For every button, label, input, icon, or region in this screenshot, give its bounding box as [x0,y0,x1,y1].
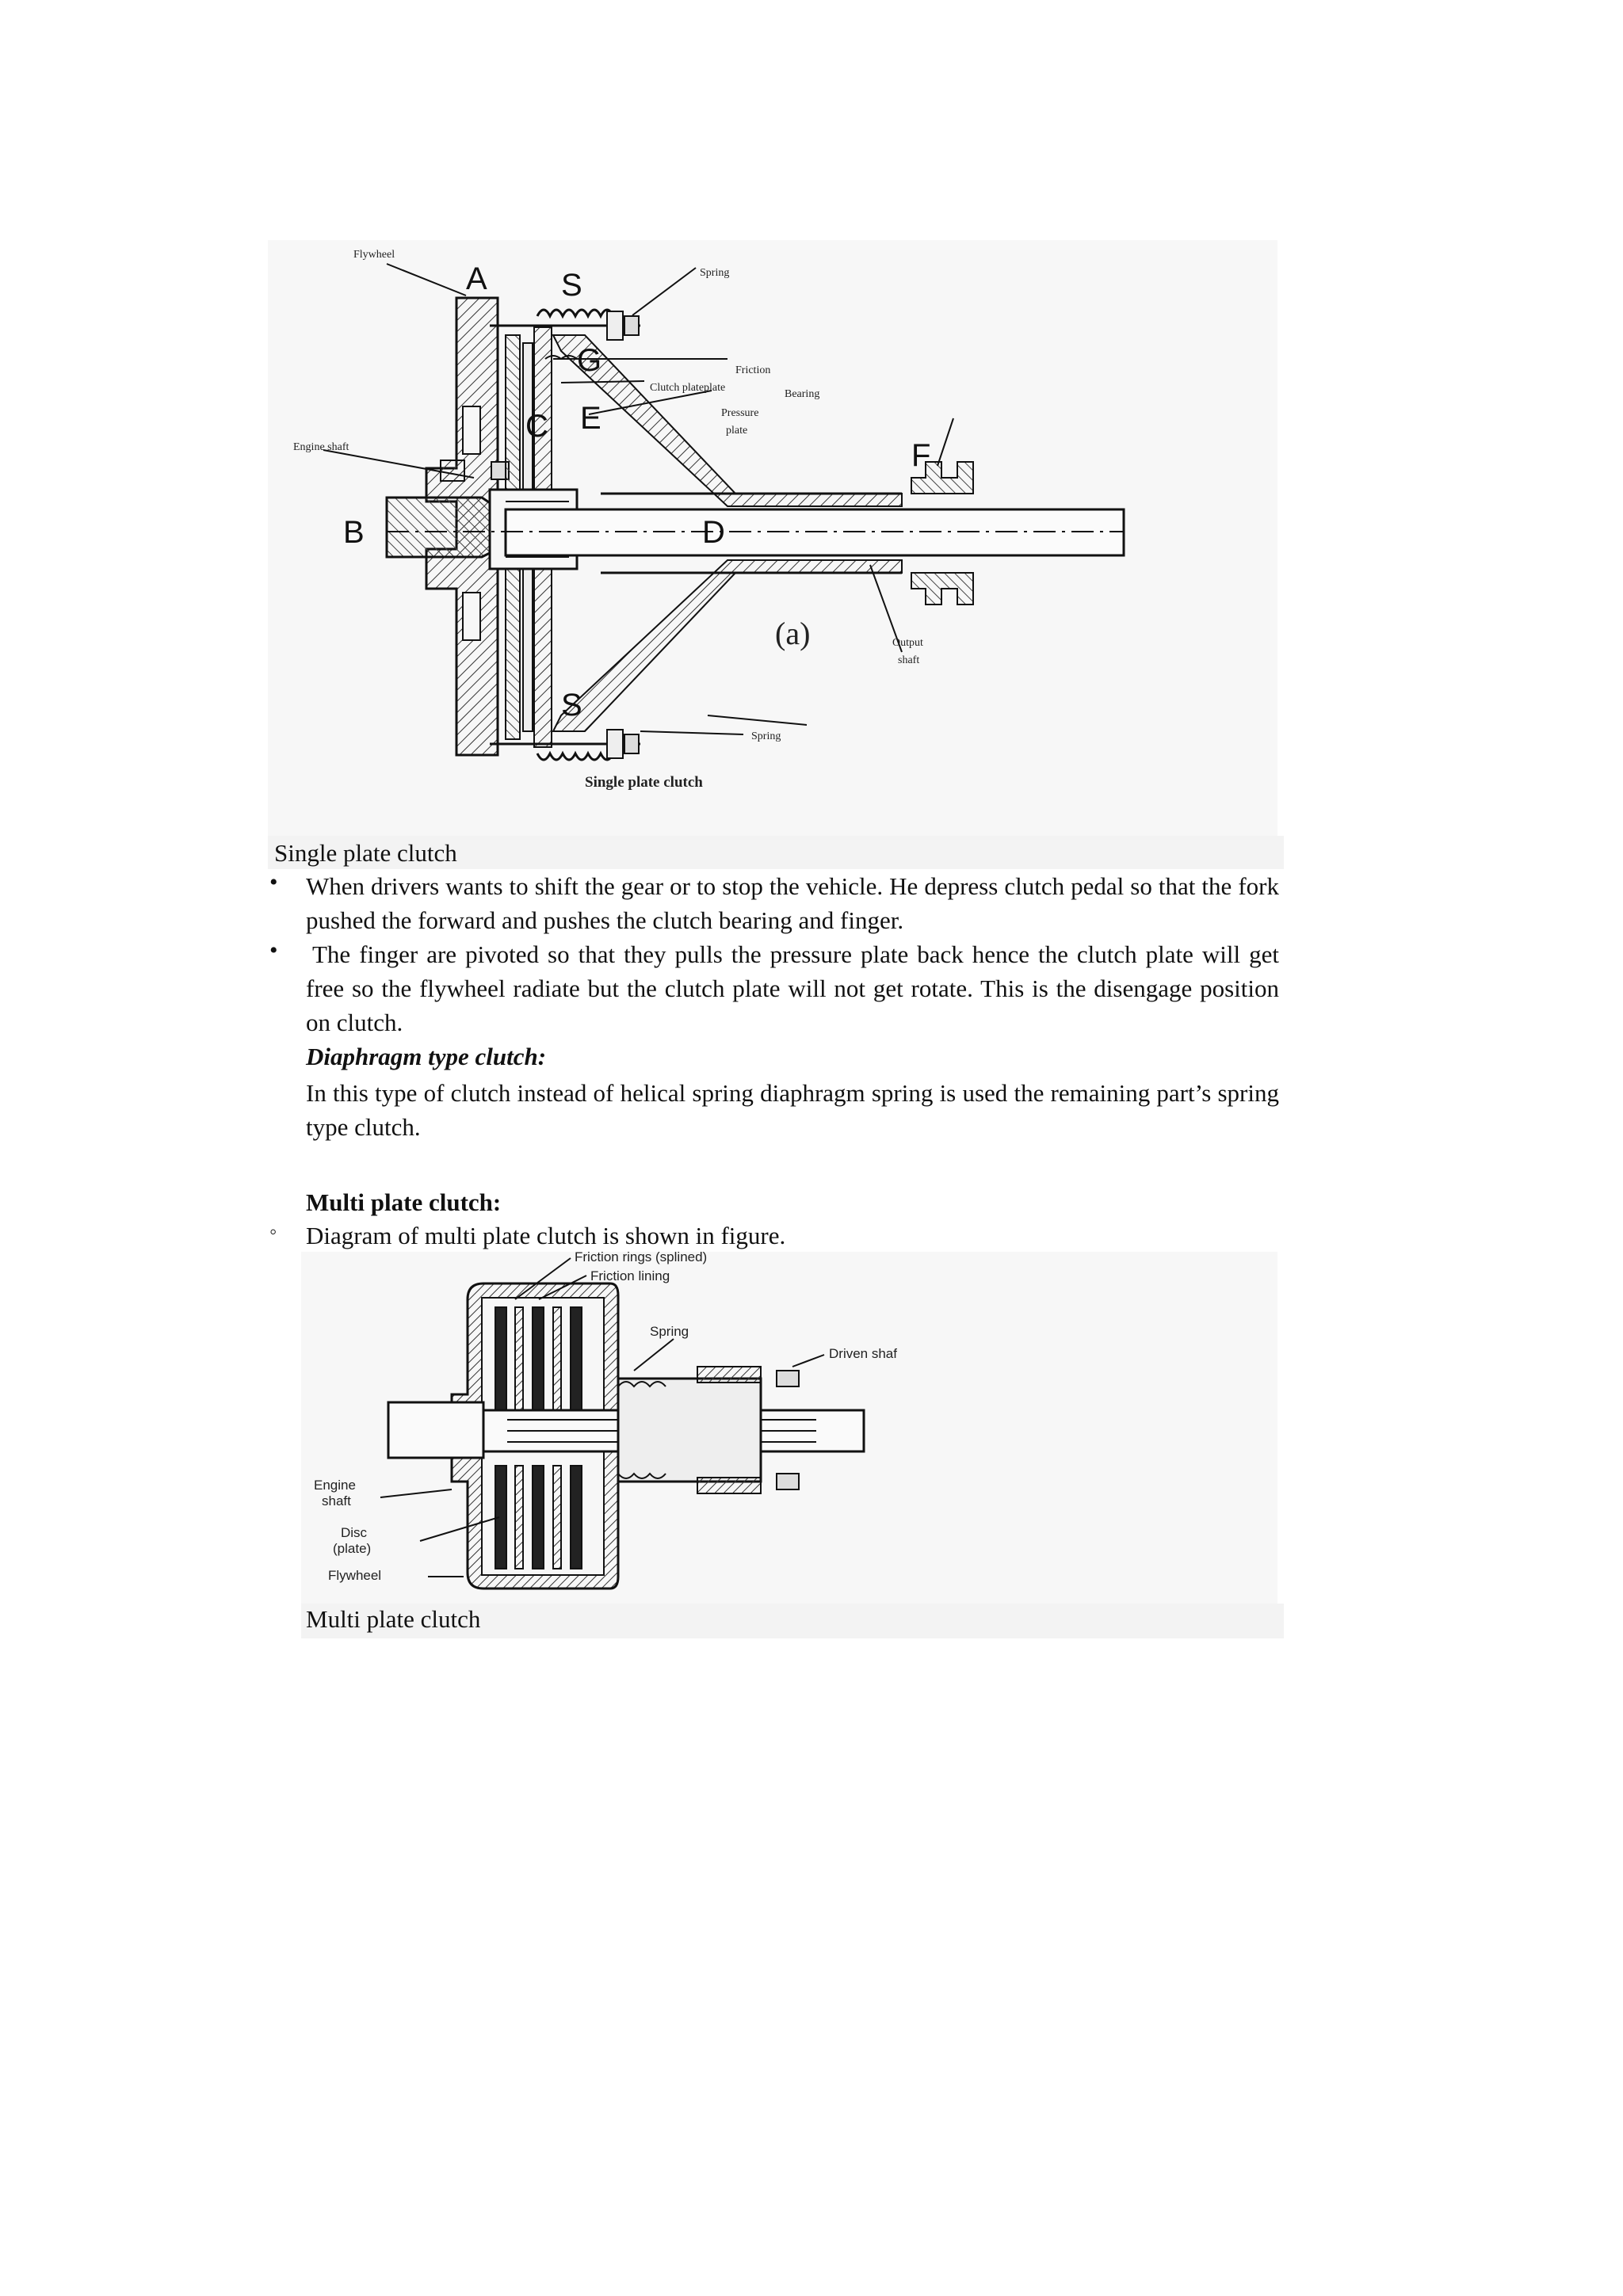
collar-ring-bottom [777,1474,799,1489]
label-output-1: Output [892,637,923,649]
bullet-text-1: When drivers wants to shift the gear or to stop the vehicle. He depress clutch pedal so that the fork pushed the forward and pushes the clutch bearing and finger. [306,872,1279,934]
letter-c: C [525,409,548,444]
clutch-cover-bottom [553,560,902,731]
label-spring-bottom: Spring [751,730,781,742]
engine-shaft [387,498,506,557]
multi-plate-clutch-drawing [301,1252,1277,1616]
letter-d: D [702,515,725,550]
label-friction: Friction [735,364,771,376]
bolt-upper [441,460,464,481]
multi-plate-clutch-diagram [301,1252,1277,1616]
bearing-bottom [911,573,973,605]
label-pressure-1: Pressure [721,407,759,419]
label-pressure-2: plate [726,425,748,437]
diaphragm-body: In this type of clutch instead of helical spring diaphragm spring is used the remaining part’s spring type clutch. [306,1079,1279,1141]
letter-s-bottom: S [561,688,582,723]
label-clutch-plate: Clutch plateplate [650,382,726,394]
single-plate-caption: Single plate clutch [274,839,457,867]
label-engine-1: Engine [314,1478,356,1493]
label-sub-a: (a) [775,616,811,651]
label-friction-lining: Friction lining [590,1268,670,1283]
label-spring-2: Spring [650,1324,689,1339]
bullet-marker-2: • [269,937,278,963]
label-disc-1: Disc [341,1525,368,1540]
label-friction-rings: Friction rings (splined) [575,1252,708,1264]
flywheel-slot-top [463,406,480,454]
letter-s-top: S [561,268,582,303]
single-plate-clutch-diagram [268,240,1277,836]
multi-plate-heading: Multi plate clutch: [306,1188,502,1216]
multi-plate-bullet: Diagram of multi plate clutch is shown in figure. [306,1222,786,1249]
letter-g: G [577,343,602,378]
label-engine-2: shaft [322,1493,351,1508]
label-caption-figure1: Single plate clutch [585,774,703,791]
collar-bottom [697,1478,761,1493]
multi-plate-caption: Multi plate clutch [306,1605,481,1633]
label-spring-top: Spring [700,267,730,279]
label-output-2: shaft [898,654,920,666]
clutch-cover-top [553,335,902,506]
label-flywheel-2: Flywheel [328,1568,382,1583]
letter-f: F [911,438,931,473]
spring-housing [618,1379,761,1482]
label-engine-shaft: Engine shaft [293,441,349,453]
label-bearing: Bearing [785,388,820,400]
label-driven-shaft: Driven shaf [829,1346,897,1361]
label-disc-2: (plate) [333,1541,372,1556]
flywheel-slot-bottom [463,593,480,640]
letter-a: A [466,261,487,296]
bullet-marker-circle: ◦ [269,1220,277,1243]
letter-e: E [580,401,601,436]
bullet-marker-1: • [269,869,278,895]
single-plate-clutch-drawing [268,240,1277,836]
diaphragm-heading: Diaphragm type clutch: [306,1043,547,1070]
label-flywheel: Flywheel [353,249,395,261]
engine-shaft-2 [388,1402,483,1458]
letter-b: B [343,515,365,550]
bullet-text-2: The finger are pivoted so that they pulls the pressure plate back hence the clutch plate will get free so the flywheel radiate but the clutch plate will not get rotate. This is the disengage position on clutch. [306,940,1279,1036]
collar-top [697,1367,761,1383]
collar-ring-top [777,1371,799,1386]
